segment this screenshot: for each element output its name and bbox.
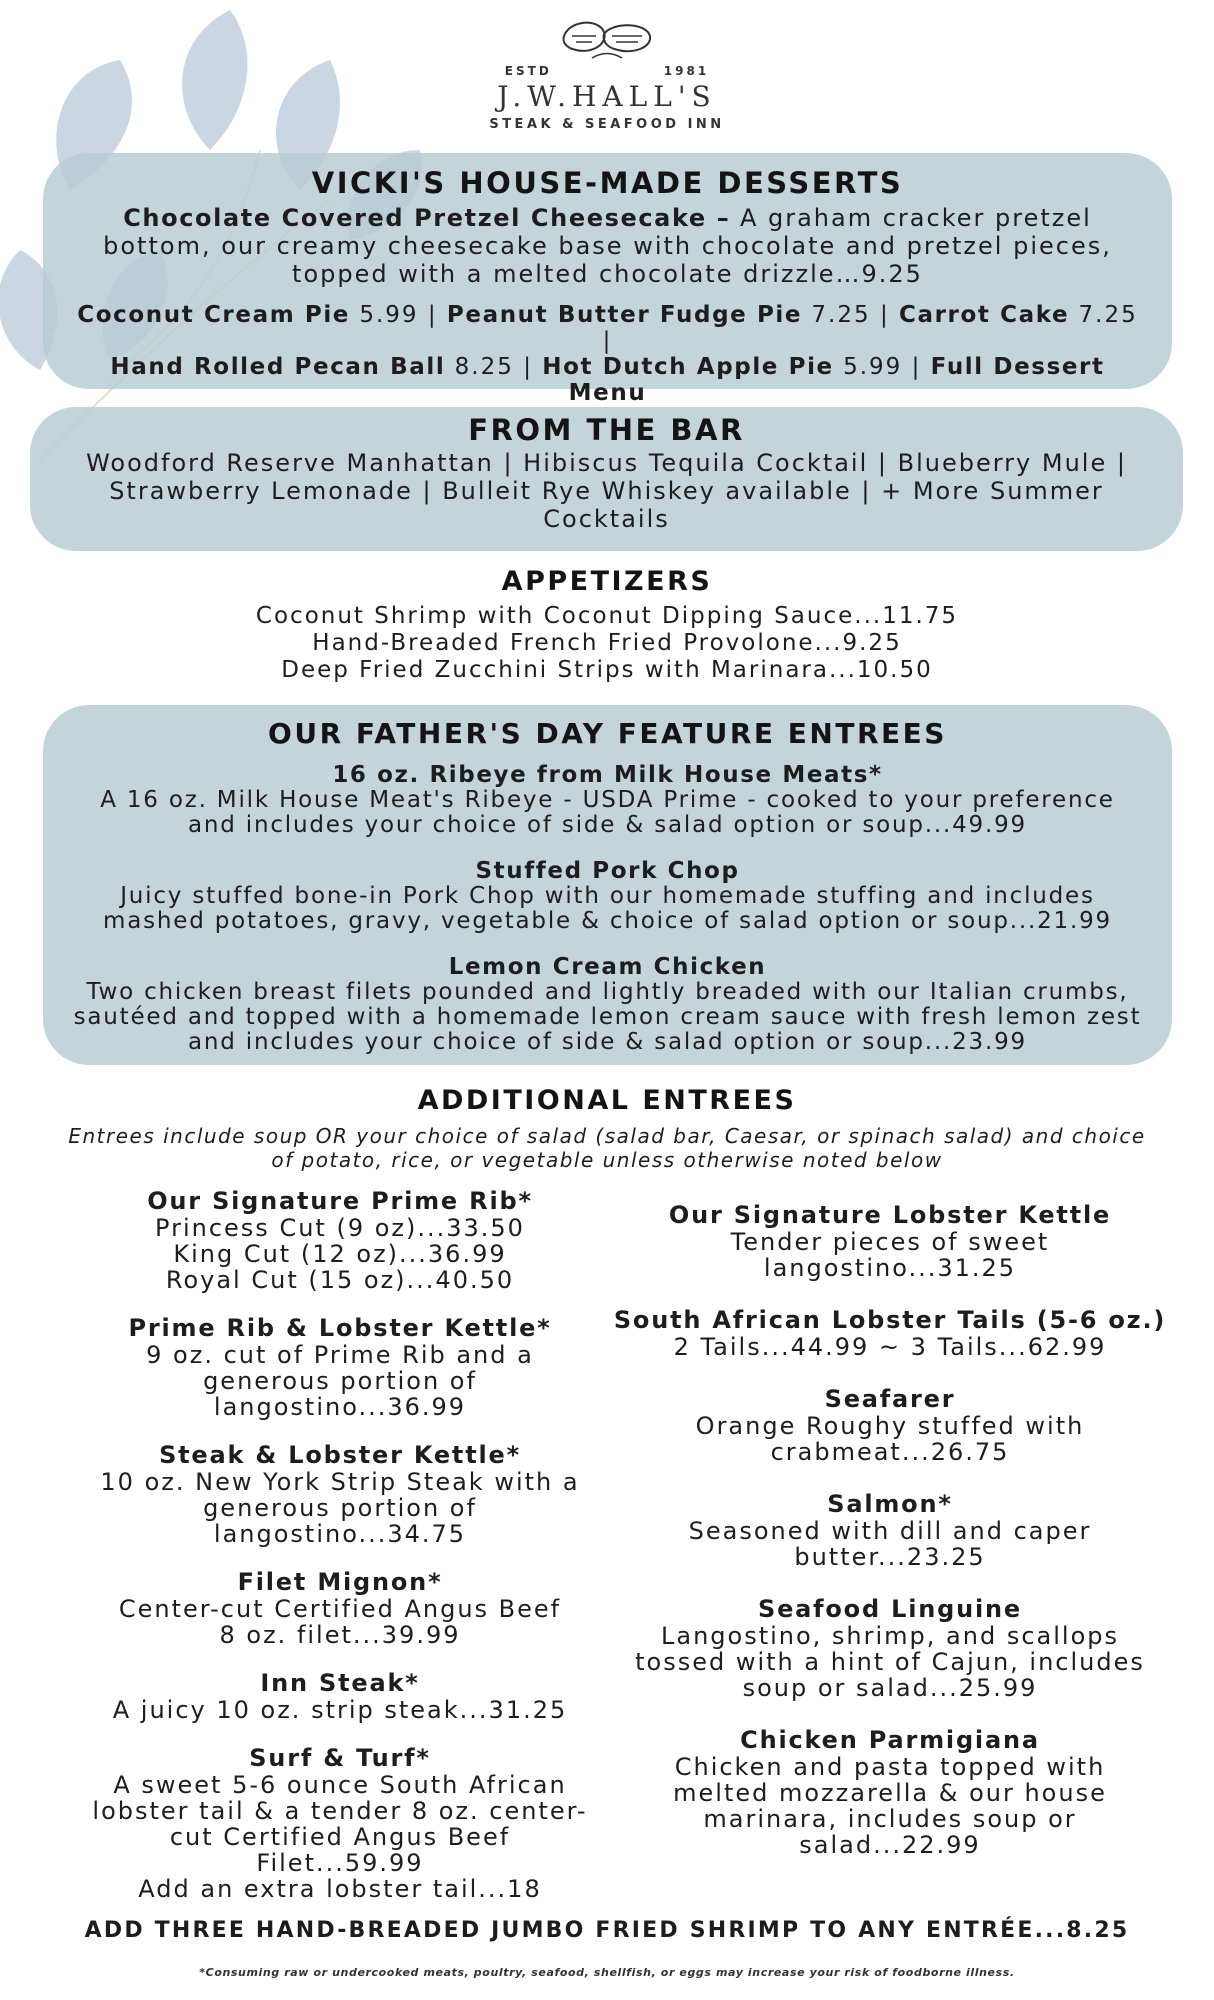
entree-item — [70, 1569, 610, 1648]
entree-line: marinara, includes soup or — [703, 1805, 1077, 1833]
feature-item — [43, 762, 1172, 838]
entree-item — [70, 1315, 610, 1420]
feature-title: Lemon Cream Chicken — [448, 954, 767, 980]
entree-line: Add an extra lobster tail...18 — [138, 1875, 542, 1903]
entree-line: 8 oz. filet...39.99 — [219, 1621, 461, 1649]
dessert-name: Coconut Cream Pie — [77, 302, 351, 328]
desserts-content — [43, 166, 1172, 406]
logo-estd: ESTD — [504, 64, 552, 78]
dessert-price: 8.25 | — [445, 354, 543, 380]
entree-title: Prime Rib & Lobster Kettle* — [128, 1314, 552, 1342]
entree-line: tossed with a hint of Cajun, includes — [635, 1648, 1145, 1676]
entree-line: soup or salad...25.99 — [742, 1674, 1038, 1702]
steak-logo-icon — [552, 14, 662, 60]
entree-line: Filet...59.99 — [256, 1849, 424, 1877]
bar-content — [30, 413, 1183, 533]
restaurant-logo — [0, 14, 1214, 132]
entree-line: Tender pieces of sweet — [730, 1228, 1050, 1256]
feature-item — [43, 954, 1172, 1055]
entree-line: generous portion of — [203, 1494, 477, 1522]
entree-line: langostino...36.99 — [213, 1393, 467, 1421]
additional-heading: ADDITIONAL ENTREES — [417, 1085, 797, 1116]
entree-line: generous portion of — [203, 1367, 477, 1395]
entree-title: South African Lobster Tails (5-6 oz.) — [613, 1306, 1167, 1334]
bar-heading: FROM THE BAR — [468, 413, 745, 447]
feature-desc: Two chicken breast filets pounded and lightly breaded with our Italian crumbs, sautéed and topped with a homemade lemon cream sauce with fresh lemon zest and includes your choice of side & salad option or soup...23.99 — [73, 979, 1142, 1055]
additional-note: Entrees include soup OR your choice of salad (salad bar, Caesar, or spinach salad) and choice of potato, rice, or vegetable unless otherwise noted below — [68, 1124, 1146, 1172]
entree-item — [610, 1491, 1170, 1570]
dessert-feature-name: Chocolate Covered Pretzel Cheesecake – — [123, 204, 731, 232]
desserts-heading: VICKI'S HOUSE-MADE DESSERTS — [311, 166, 904, 200]
entree-item — [70, 1442, 610, 1547]
entree-line: King Cut (12 oz)...36.99 — [173, 1240, 507, 1268]
entree-line: 2 Tails...44.99 ~ 3 Tails...62.99 — [673, 1333, 1107, 1361]
feature-title: Stuffed Pork Chop — [475, 858, 740, 884]
entree-title: Inn Steak* — [260, 1669, 420, 1697]
appetizer-item: Deep Fried Zucchini Strips with Marinara...10.50 — [281, 657, 933, 683]
dessert-feature-desc: A graham cracker pretzel bottom, our creamy cheesecake base with chocolate and pretzel pieces, topped with a melted chocolate drizzle…9.25 — [103, 204, 1112, 288]
feature-desc: A 16 oz. Milk House Meat's Ribeye - USDA Prime - cooked to your preference and includes your choice of side & salad option or soup...49.99 — [100, 787, 1115, 838]
entree-item — [70, 1188, 610, 1293]
logo-year: 1981 — [663, 64, 710, 78]
entree-line: melted mozzarella & our house — [673, 1779, 1107, 1807]
entree-title: Surf & Turf* — [249, 1744, 431, 1772]
entree-item — [610, 1307, 1170, 1360]
dessert-price: 5.99 | — [350, 302, 447, 328]
entree-line: langostino...34.75 — [213, 1520, 467, 1548]
full-dessert-menu-link[interactable]: Full Dessert Menu — [568, 354, 1105, 406]
entree-line: Langostino, shrimp, and scallops — [660, 1622, 1119, 1650]
bar-text: Woodford Reserve Manhattan | Hibiscus Tequila Cocktail | Blueberry Mule | Strawberry Lemonade | Bulleit Rye Whiskey available | + More Summer Cocktails — [86, 449, 1127, 533]
appetizer-item: Hand-Breaded French Fried Provolone...9.25 — [312, 630, 902, 656]
entrees-left-column — [70, 1188, 610, 1924]
entree-line: A juicy 10 oz. strip steak...31.25 — [112, 1696, 568, 1724]
appetizers-section — [0, 566, 1214, 684]
dessert-name: Peanut Butter Fudge Pie — [446, 302, 803, 328]
entree-line: lobster tail & a tender 8 oz. center- — [92, 1797, 588, 1825]
entree-line: cut Certified Angus Beef — [169, 1823, 511, 1851]
entree-title: Salmon* — [827, 1490, 953, 1518]
feature-entrees-content — [43, 717, 1172, 1055]
entree-line: A sweet 5-6 ounce South African — [113, 1771, 567, 1799]
logo-tagline: STEAK & SEAFOOD INN — [489, 117, 725, 132]
entree-line: Chicken and pasta topped with — [674, 1753, 1106, 1781]
feature-title: 16 oz. Ribeye from Milk House Meats* — [332, 762, 883, 788]
entree-title: Filet Mignon* — [237, 1568, 443, 1596]
logo-name: J.W.HALL'S — [497, 80, 717, 113]
entree-line: Orange Roughy stuffed with — [695, 1412, 1085, 1440]
feature-desc: Juicy stuffed bone-in Pork Chop with our homemade stuffing and includes mashed potatoes, gravy, vegetable & choice of salad option or soup...21.99 — [103, 883, 1112, 934]
feature-item — [43, 858, 1172, 934]
entree-line: butter...23.25 — [794, 1543, 986, 1571]
dessert-name: Hand Rolled Pecan Ball — [110, 354, 446, 380]
entree-title: Seafood Linguine — [758, 1595, 1022, 1623]
entree-item — [610, 1727, 1170, 1858]
entree-line: crabmeat...26.75 — [770, 1438, 1010, 1466]
entree-item — [70, 1745, 610, 1902]
dessert-name: Carrot Cake — [899, 302, 1070, 328]
dessert-price: 5.99 | — [833, 354, 931, 380]
disclaimer: *Consuming raw or undercooked meats, poultry, seafood, shellfish, or eggs may increase your risk of foodborne illness. — [199, 1966, 1015, 1979]
dessert-list — [43, 302, 1172, 406]
entree-item — [610, 1386, 1170, 1465]
entree-line: Seasoned with dill and caper — [688, 1517, 1092, 1545]
entree-title: Our Signature Prime Rib* — [147, 1187, 533, 1215]
entree-line: Royal Cut (15 oz)...40.50 — [165, 1266, 515, 1294]
entree-item — [610, 1596, 1170, 1701]
entree-item — [610, 1202, 1170, 1281]
dessert-price: 7.25 | — [602, 302, 1138, 354]
appetizer-item: Coconut Shrimp with Coconut Dipping Sauce...11.75 — [255, 603, 959, 629]
shrimp-addon: ADD THREE HAND-BREADED JUMBO FRIED SHRIMP TO ANY ENTRÉE...8.25 — [84, 1918, 1130, 1943]
entree-title: Steak & Lobster Kettle* — [159, 1441, 521, 1469]
dessert-name: Hot Dutch Apple Pie — [542, 354, 834, 380]
additional-entrees-header — [0, 1085, 1214, 1172]
entree-line: Center-cut Certified Angus Beef — [118, 1595, 562, 1623]
appetizers-heading: APPETIZERS — [501, 566, 713, 597]
entree-line: salad...22.99 — [799, 1831, 981, 1859]
dessert-feature — [43, 204, 1172, 288]
entree-title: Our Signature Lobster Kettle — [668, 1201, 1112, 1229]
dessert-price: 7.25 | — [802, 302, 900, 328]
entree-line: Princess Cut (9 oz)...33.50 — [155, 1214, 525, 1242]
entree-title: Chicken Parmigiana — [740, 1726, 1040, 1754]
entree-item — [70, 1670, 610, 1723]
features-heading: OUR FATHER'S DAY FEATURE ENTREES — [268, 717, 947, 750]
entree-line: langostino...31.25 — [763, 1254, 1017, 1282]
entree-title: Seafarer — [824, 1385, 956, 1413]
entrees-right-column — [610, 1202, 1170, 1880]
entree-line: 9 oz. cut of Prime Rib and a — [146, 1341, 534, 1369]
entree-line: 10 oz. New York Strip Steak with a — [100, 1468, 580, 1496]
